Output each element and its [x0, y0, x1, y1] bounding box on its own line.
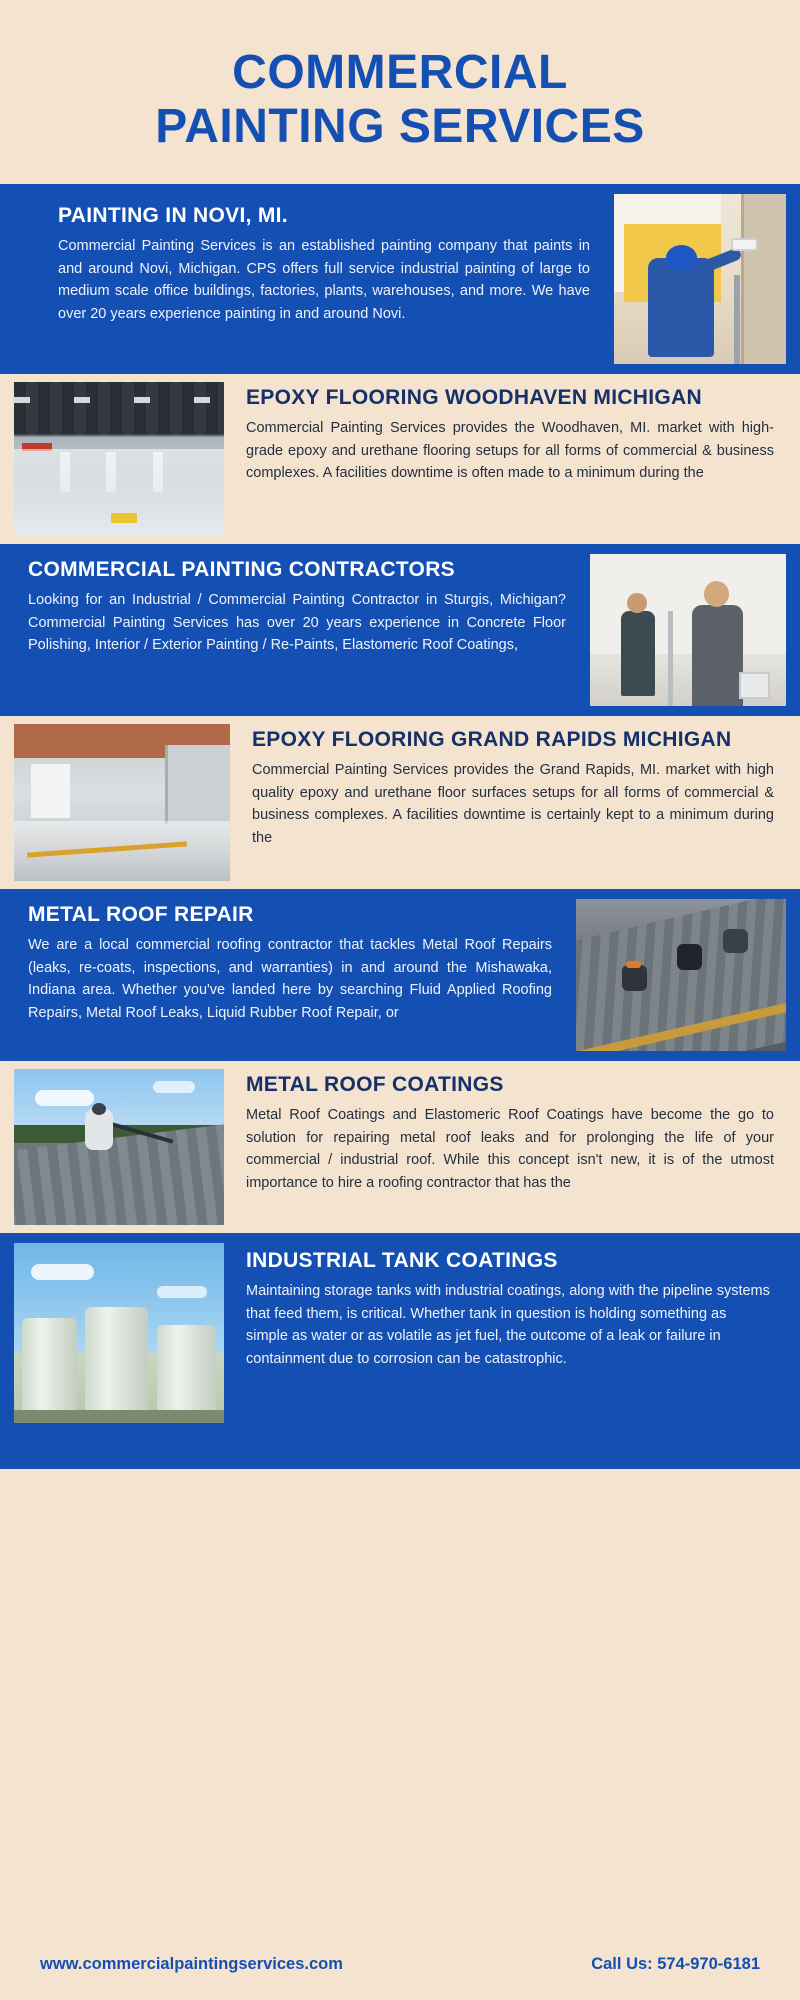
- section-body: We are a local commercial roofing contractor that tackles Metal Roof Repairs (leaks, re-coats, inspections, and warranties) in and around the Mishawaka, Indiana area. Whether you've landed here by searching Fluid Applied Roofing Repairs, Metal Roof Leaks, Liquid Rubber Roof Repair, or: [28, 937, 552, 1021]
- section-metal-roof-repair: [0, 889, 800, 1061]
- epoxy-warehouse-interior-photo: [14, 382, 224, 536]
- page-footer: [0, 1935, 800, 2000]
- section-text-block: [230, 716, 800, 889]
- section-text-block: [0, 889, 576, 1061]
- worker-spraying-roof-coating-photo: [14, 1069, 224, 1225]
- section-title: PAINTING IN NOVI, MI.: [58, 203, 288, 227]
- section-title: EPOXY FLOORING GRAND RAPIDS MICHIGAN: [252, 727, 732, 751]
- section-title: EPOXY FLOORING WOODHAVEN MICHIGAN: [246, 385, 702, 409]
- section-text-block: [224, 1061, 800, 1233]
- section-title: METAL ROOF REPAIR: [28, 902, 254, 926]
- section-text-block: [224, 374, 800, 544]
- website-link[interactable]: www.commercialpaintingservices.com: [40, 1955, 343, 1973]
- section-body: Looking for an Industrial / Commercial Painting Contractor in Sturgis, Michigan? Commercial Painting Services has over 20 years experience in Concrete Floor Polishing, Interior / Exterior Painting / Re-Paints, Elastomeric Roof Coatings,: [28, 592, 566, 654]
- two-painters-interior-photo: [590, 554, 786, 706]
- section-body: Maintaining storage tanks with industrial coatings, along with the pipeline systems that feed them, is critical. Whether tank in question is holding something as simple as water or as volatile as jet fuel, the outcome of a leak or failure in containment due to corrosion can be catastrophic.: [246, 1283, 770, 1367]
- section-title: INDUSTRIAL TANK COATINGS: [246, 1248, 558, 1272]
- section-epoxy-flooring-grand-rapids: [0, 716, 800, 889]
- section-industrial-tank-coatings: [0, 1233, 800, 1433]
- section-body: Commercial Painting Services is an established painting company that paints in and around Novi, Michigan. CPS offers full service industrial painting of large to medium scale office buildings, factories, plants, warehouses, and more. We have over 20 years experience painting in and around Novi.: [58, 238, 590, 322]
- section-body: Metal Roof Coatings and Elastomeric Roof Coatings have become the go to solution for repairing metal roof leaks and for prolonging the life of your commercial / industrial roof. While this concept isn't new, it is of the utmost importance to hire a roofing contractor that has the: [246, 1107, 774, 1191]
- empty-warehouse-epoxy-floor-photo: [14, 724, 230, 881]
- phone-number[interactable]: Call Us: 574-970-6181: [591, 1955, 760, 1973]
- storage-tanks-photo: [14, 1243, 224, 1423]
- section-text-block: [0, 184, 614, 374]
- page-title-line2: PAINTING SERVICES: [155, 99, 645, 153]
- section-metal-roof-coatings: [0, 1061, 800, 1233]
- section-body: Commercial Painting Services provides the Grand Rapids, MI. market with high quality epoxy and urethane floor surfaces setups for all forms of commercial & business complexes. A facilities downtime is certainly kept to a minimum during the: [252, 762, 774, 846]
- painter-rolling-yellow-wall-photo: [614, 194, 786, 364]
- page-header: [0, 0, 800, 184]
- section-title: COMMERCIAL PAINTING CONTRACTORS: [28, 557, 455, 581]
- section-title: METAL ROOF COATINGS: [246, 1072, 504, 1096]
- bottom-blue-divider: [0, 1433, 800, 1469]
- page-title: [40, 46, 760, 154]
- section-body: Commercial Painting Services provides the Woodhaven, MI. market with high-grade epoxy and urethane flooring setups for all forms of commercial & business complexes. A facilities downtime is often made to a minimum during the: [246, 420, 774, 482]
- section-text-block: [0, 544, 590, 716]
- roof-workers-on-metal-roof-photo: [576, 899, 786, 1051]
- page-title-line1: COMMERCIAL: [232, 46, 568, 99]
- section-epoxy-flooring-woodhaven: [0, 374, 800, 544]
- section-painting-in-novi: [0, 184, 800, 374]
- section-commercial-painting-contractors: [0, 544, 800, 716]
- section-text-block: [224, 1233, 800, 1433]
